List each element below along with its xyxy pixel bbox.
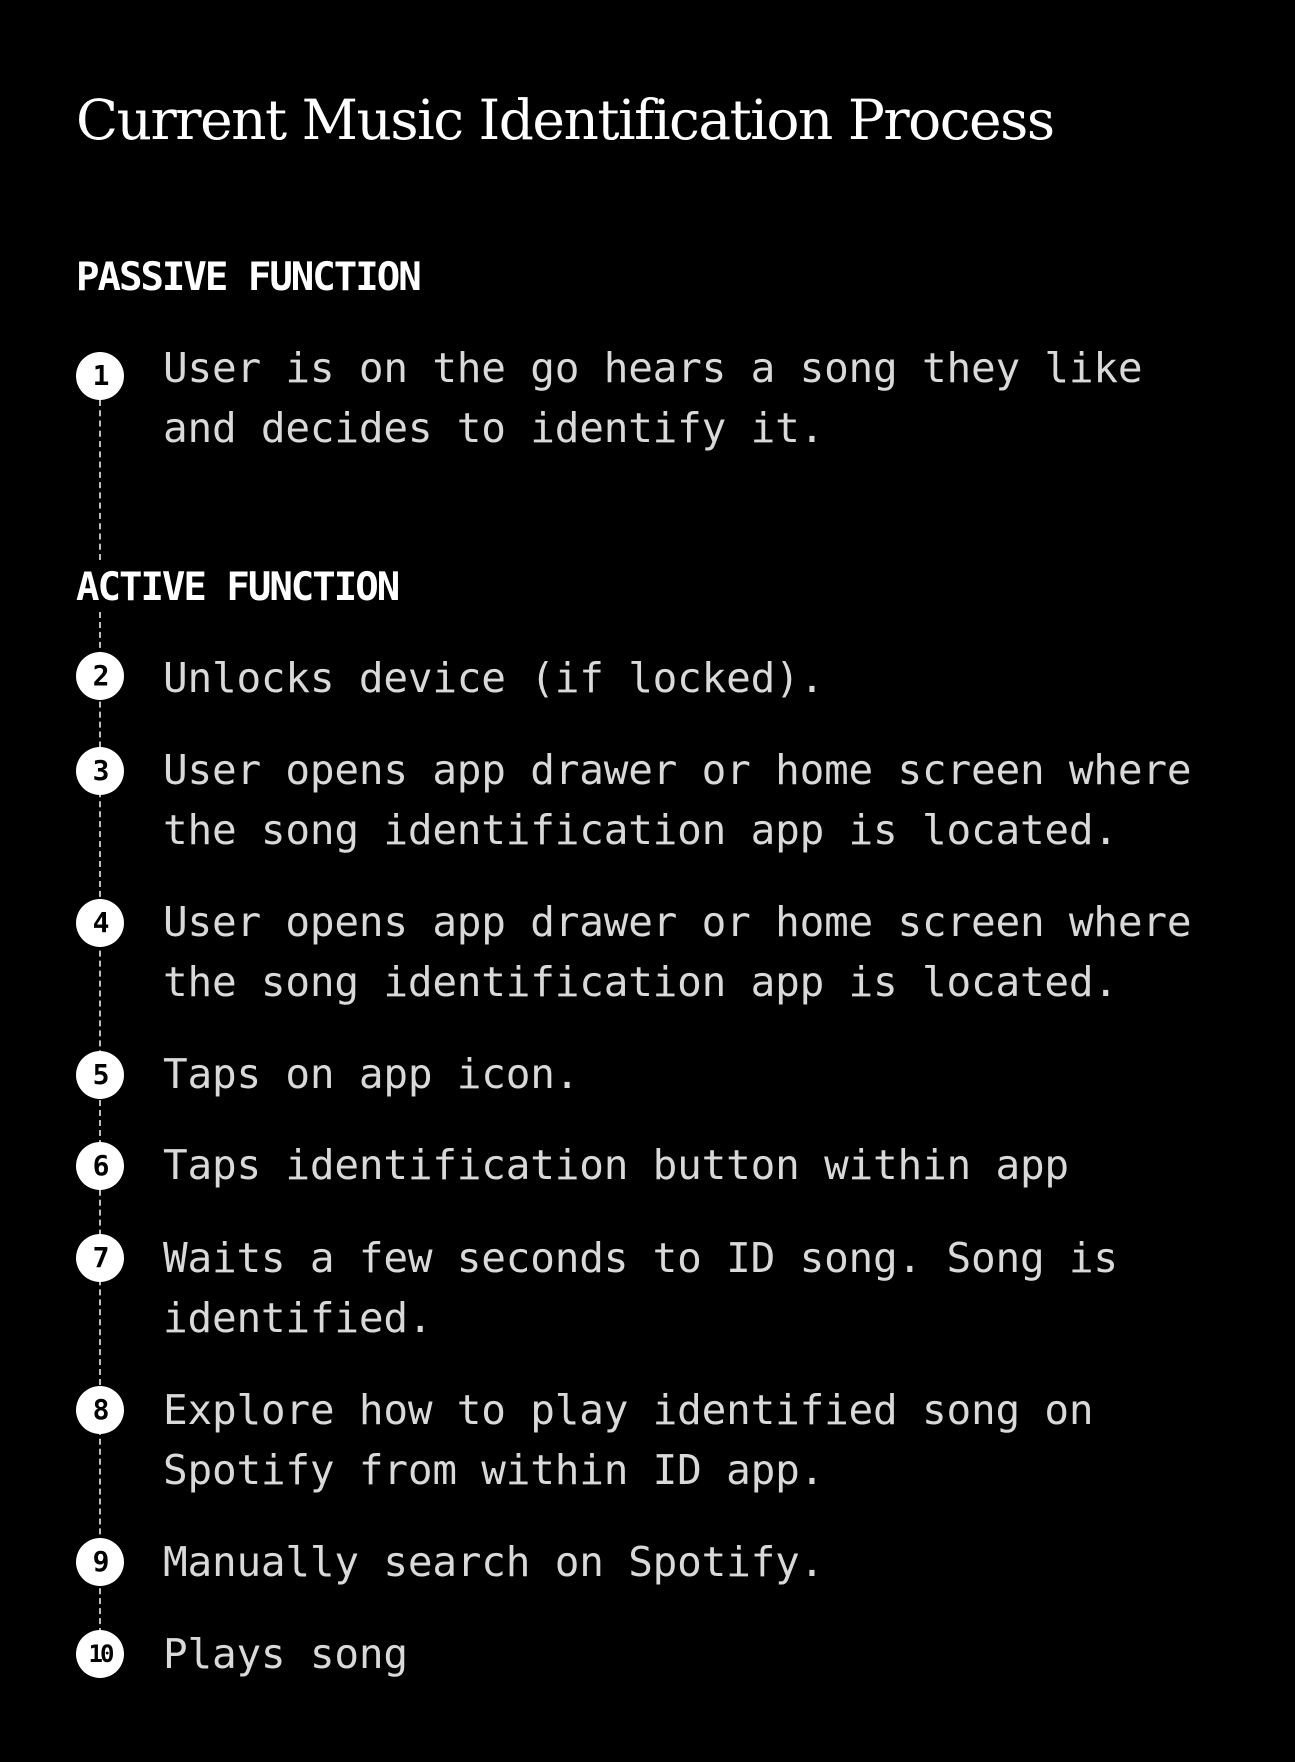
step-text: User opens app drawer or home screen where the song identification app is located. xyxy=(163,746,1192,854)
step-number-badge: 9 xyxy=(76,1538,124,1586)
timeline-connector xyxy=(99,400,101,560)
step-number-badge: 7 xyxy=(76,1234,124,1282)
step-number-badge: 2 xyxy=(76,652,124,700)
step-number-badge: 10 xyxy=(76,1630,124,1678)
step-number-badge: 3 xyxy=(76,747,124,795)
step-text: Plays song xyxy=(163,1630,408,1678)
step-number-badge: 5 xyxy=(76,1051,124,1099)
step-text: Explore how to play identified song on Spotify from within ID app. xyxy=(163,1386,1094,1494)
section-heading-active: ACTIVE FUNCTION xyxy=(76,565,399,610)
section-heading-passive: PASSIVE FUNCTION xyxy=(76,255,420,300)
step-text: Manually search on Spotify. xyxy=(163,1538,825,1586)
step-text: User is on the go hears a song they like and decides to identify it. xyxy=(163,344,1143,452)
step-text: User opens app drawer or home screen where the song identification app is located. xyxy=(163,898,1192,1006)
step-number-badge: 4 xyxy=(76,899,124,947)
step-number-badge: 8 xyxy=(76,1386,124,1434)
step-text: Taps on app icon. xyxy=(163,1050,580,1098)
step-number-badge: 6 xyxy=(76,1142,124,1190)
step-number-badge: 1 xyxy=(76,352,124,400)
step-text: Waits a few seconds to ID song. Song is identified. xyxy=(163,1234,1118,1342)
page-title: Current Music Identification Process xyxy=(76,88,1054,152)
step-text: Unlocks device (if locked). xyxy=(163,654,825,702)
step-text: Taps identification button within app xyxy=(163,1141,1069,1189)
